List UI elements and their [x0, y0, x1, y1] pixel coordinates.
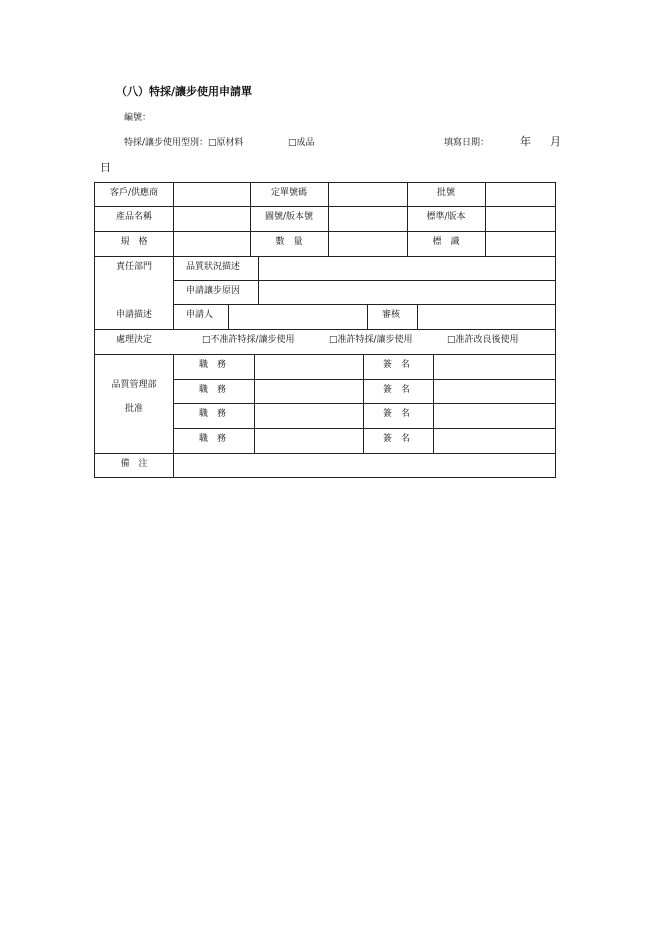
spec-label: 規 格: [120, 237, 148, 247]
checkbox-raw-material[interactable]: □原材料: [208, 138, 244, 148]
col-divider: [228, 304, 229, 329]
product-name-label: 產品名稱: [115, 212, 152, 222]
duty-label: 職 務: [199, 409, 227, 419]
signature-label: 簽 名: [383, 385, 411, 395]
number-label: 編號：: [124, 113, 152, 123]
col-divider: [258, 256, 259, 304]
row-divider: [95, 329, 555, 330]
fill-date-label: 填寫日期：: [444, 138, 490, 148]
row-divider: [95, 231, 555, 232]
row-divider: [173, 280, 555, 281]
concession-reason-label: 申請讓步原因: [186, 286, 241, 296]
order-number-label: 定單號碼: [270, 188, 307, 198]
row-divider: [173, 403, 555, 404]
checkbox-permitted[interactable]: □准許特採/讓步使用: [329, 335, 413, 345]
remarks-label: 備 注: [120, 459, 148, 469]
month-label: 月: [550, 135, 561, 148]
signature-label: 簽 名: [383, 434, 411, 444]
signature-label: 簽 名: [383, 360, 411, 370]
col-divider: [433, 354, 434, 453]
standard-version-label: 標準/版本: [426, 212, 466, 222]
row-divider: [95, 256, 555, 257]
col-divider: [254, 354, 255, 453]
day-label: 日: [100, 161, 111, 174]
decision-label: 處理決定: [115, 335, 152, 345]
year-label: 年: [520, 135, 531, 148]
col-divider: [417, 304, 418, 329]
col-divider: [173, 256, 174, 329]
approve-label: 批准: [124, 404, 143, 414]
application-form-table: [94, 182, 556, 478]
row-divider: [95, 206, 555, 207]
qa-dept-label: 品質管理部: [111, 380, 157, 390]
review-label: 審核: [382, 310, 401, 320]
type-label: 特採/讓步使用型別：: [124, 138, 209, 148]
row-divider: [95, 453, 555, 454]
duty-label: 職 務: [199, 385, 227, 395]
form-title: （八）特採/讓步使用申請單: [116, 85, 253, 98]
batch-number-label: 批號: [436, 188, 455, 198]
signature-label: 簽 名: [383, 409, 411, 419]
checkbox-permitted-after-improvement[interactable]: □准許改良後使用: [447, 335, 519, 345]
checkbox-not-permitted[interactable]: □不准許特採/讓步使用: [202, 335, 295, 345]
row-divider: [95, 354, 555, 355]
col-divider: [367, 304, 368, 329]
row-divider: [173, 379, 555, 380]
responsible-dept-label: 責任部門: [115, 262, 152, 272]
col-divider: [363, 354, 364, 453]
col-divider: [173, 183, 174, 256]
quality-status-label: 品質狀況描述: [186, 262, 241, 272]
drawing-version-label: 圖號/版本號: [264, 212, 314, 222]
duty-label: 職 務: [199, 360, 227, 370]
type-line: [124, 135, 244, 148]
checkbox-finished-product[interactable]: □成品: [288, 138, 315, 148]
col-divider: [173, 354, 174, 478]
quantity-label: 數 量: [275, 237, 303, 247]
row-divider: [173, 304, 555, 305]
application-desc-label: 申請描述: [115, 310, 152, 320]
mark-label: 標 識: [432, 237, 460, 247]
duty-label: 職 務: [199, 434, 227, 444]
col-divider: [328, 183, 329, 256]
applicant-label: 申請人: [186, 310, 214, 320]
col-divider: [485, 183, 486, 256]
row-divider: [173, 428, 555, 429]
customer-supplier-label: 客戶/供應商: [109, 188, 159, 198]
